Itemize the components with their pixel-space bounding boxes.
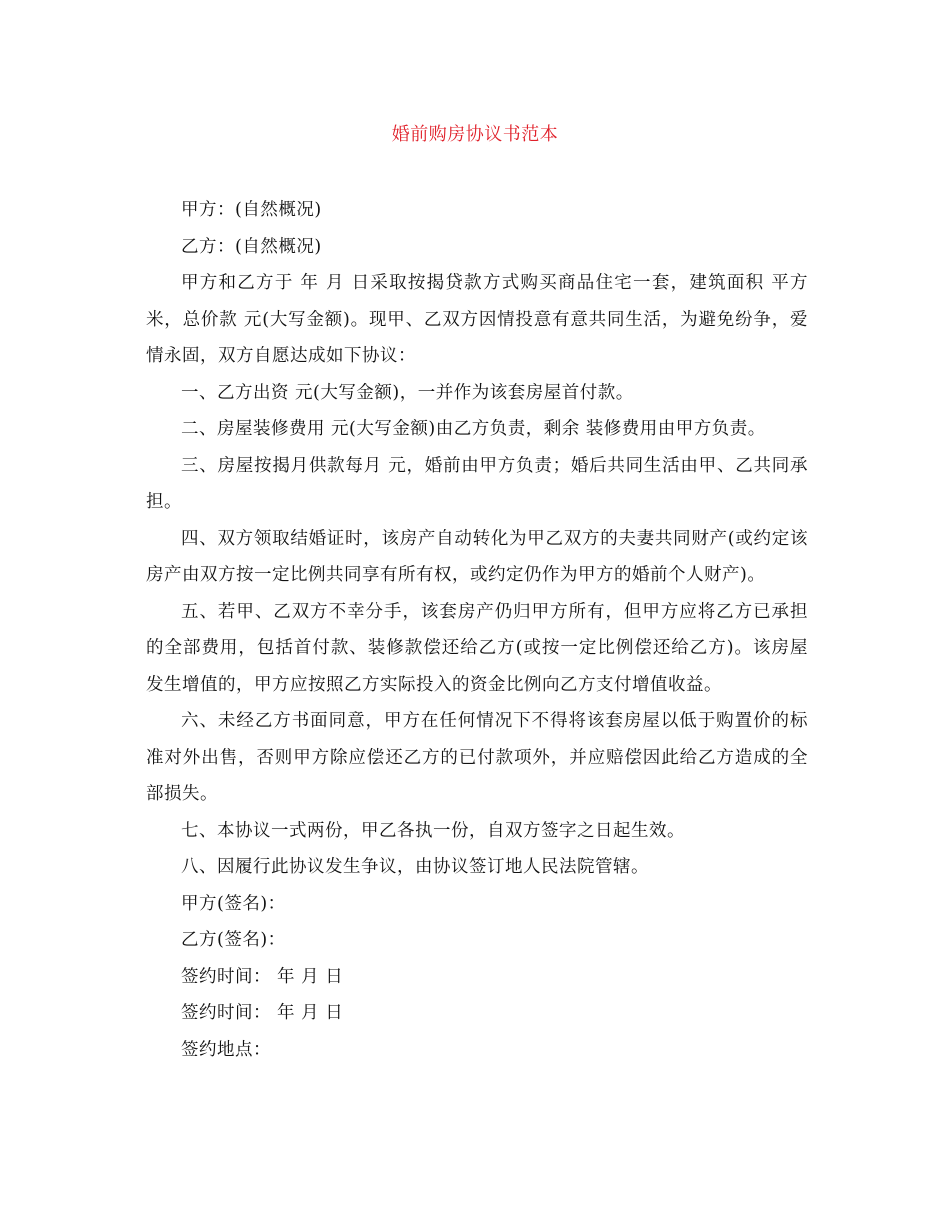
clause-2: 二、房屋装修费用 元(大写金额)由乙方负责，剩余 装修费用由甲方负责。: [181, 419, 766, 439]
party-b-signature-line: 乙方(签名)：: [181, 930, 286, 950]
clause-8: 八、因履行此协议发生争议，由协议签订地人民法院管辖。: [181, 857, 649, 877]
document-body: [146, 192, 808, 1068]
signing-date-line: 签约时间： 年 月 日: [181, 966, 344, 987]
clause-4: 四、双方领取结婚证时，该房产自动转化为甲乙双方的夫妻共同财产(或约定该房产由双方按一定比例共同享有所有权，或约定仍作为甲方的婚前个人财产)。: [146, 528, 808, 585]
signing-place-line: 签约地点：: [181, 1039, 271, 1060]
party-a-signature-line: 甲方(签名)：: [181, 893, 286, 914]
clause-7: 七、本协议一式两份，甲乙各执一份，自双方签字之日起生效。: [181, 820, 685, 841]
party-a-line: 甲方：(自然概况): [181, 200, 322, 220]
signing-date-line: 签约时间： 年 月 日: [181, 1003, 344, 1023]
party-b-line: 乙方：(自然概况): [181, 236, 322, 257]
preamble-paragraph: 甲方和乙方于 年 月 日采取按揭贷款方式购买商品住宅一套，建筑面积 平方米，总价款 元(大写金额)。现甲、乙双方因情投意有意共同生活，为避免纷争，爱情永固，双方自愿达成如下协议：: [146, 273, 808, 366]
clause-5: 五、若甲、乙双方不幸分手，该套房产仍归甲方所有，但甲方应将乙方已承担的全部费用，包括首付款、装修款偿还给乙方(或按一定比例偿还给乙方)。该房屋发生增值的，甲方应按照乙方实际投入的资金比例向乙方支付增值收益。: [146, 601, 808, 695]
clause-1: 一、乙方出资 元(大写金额)，一并作为该套房屋首付款。: [181, 382, 634, 403]
clause-3: 三、房屋按揭月供款每月 元，婚前由甲方负责；婚后共同生活由甲、乙共同承担。: [146, 455, 808, 512]
clause-6: 六、未经乙方书面同意，甲方在任何情况下不得将该套房屋以低于购置价的标准对外出售，否则甲方除应偿还乙方的已付款项外，并应赔偿因此给乙方造成的全部损失。: [146, 711, 808, 804]
document-title: 婚前购房协议书范本: [391, 124, 559, 145]
